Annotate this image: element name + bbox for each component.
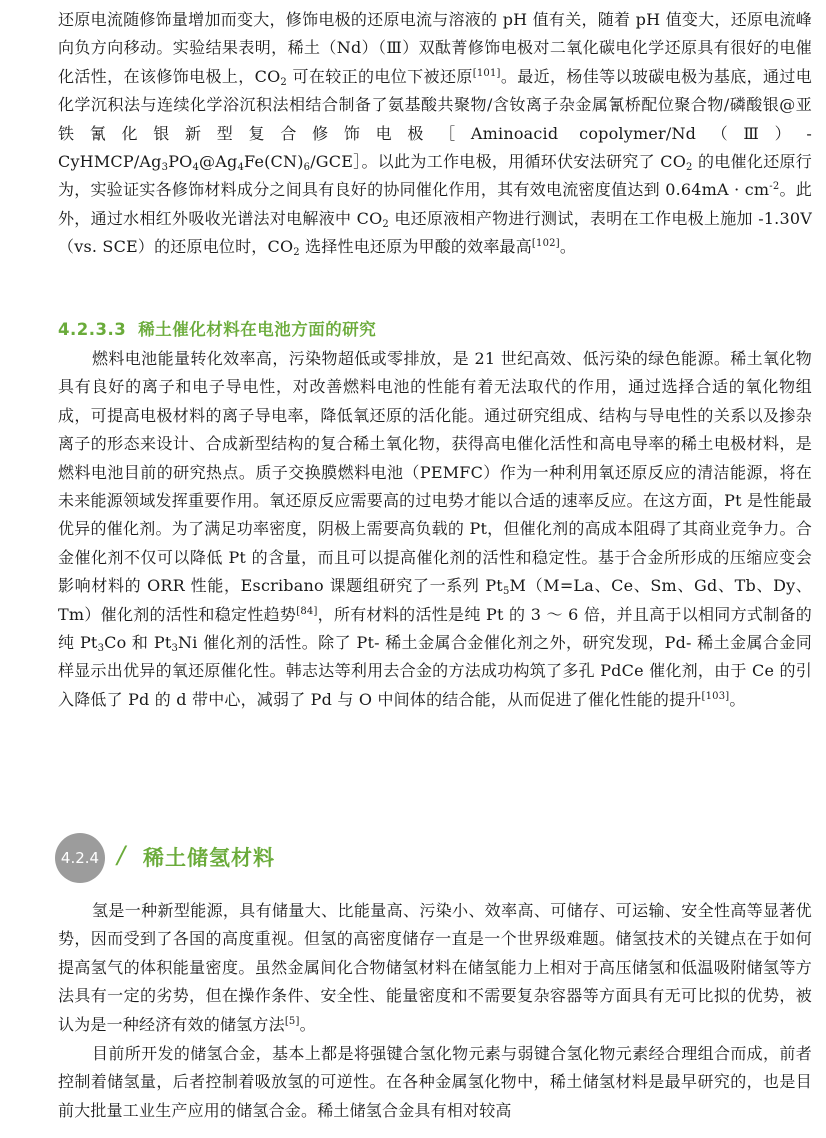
citation-ref: [5] — [284, 1015, 300, 1027]
paragraph-hydrogen-storage-alloys: 目前所开发的储氢合金，基本上都是将强键合氢化物元素与弱键合氢化物元素经合理组合而成，前者控制着储氢量，后者控制着吸放氢的可逆性。在各种金属氢化物中，稀土储氢材料是最早研究的，也是目前大批量工业生产应用的储氢合金。稀土储氢合金具有相对较高 — [58, 1044, 812, 1120]
paragraph-fuel-cell: 燃料电池能量转化效率高，污染物超低或零排放，是 21 世纪高效、低污染的绿色能源。稀土氧化物具有良好的离子和电子导电性，对改善燃料电池的性能有着无法取代的作用，通过选择合适的氧化物组成，可提高电极材料的离子导电率，降低氧还原的活化能。通过研究组成、结构与导电性的关系以及掺杂离子的形态来设计、合成新型结构的复合稀土氧化物，获得高电催化活性和高电导率的稀土电极材料，是燃料电池目前的研究热点。质子交换膜燃料电池（PEMFC）作为一种利用氧还原反应的清洁能源，将在未来能源领域发挥重要作用。氧还原反应需要高的过电势才能以合适的速率反应。在这方面，Pt 是性能最优异的催化剂。为了满足功率密度，阴极上需要高负载的 Pt，但催化剂的高成本阻碍了其商业竞争力。合金催化剂不仅可以降低 Pt 的含量，而且可以提高催化剂的活性和稳定性。基于合金所形成的压缩应变会影响材料的 ORR 性能，Escribano 课题组研究了一系列 $Pt_5M(M=La$、Ce、Sm、Gd、Tb、Dy、Tm）催化剂的活性和稳定性趋势[84]，所有材料的活性是纯 Pt 的 3 ～ 6 倍，并且高于以相同方式制备的纯 $Pt_3Co$ 和 $Pt_3Ni$ 催化剂的活性。除了 Pt- 稀土金属合金催化剂之外，研究发现，Pd- 稀土金属合金同样显示出优异的氧还原催化性。韩志达等利用去合金的方法成功构筑了多孔 PdCe 催化剂，由于 Ce 的引入降低了 Pd 的 d 带中心，减弱了 Pd 与 O 中间体的结合能，从而促进了催化性能的提升[103]。 — [58, 349, 812, 709]
citation-ref: [102] — [531, 238, 560, 250]
section-slash: / — [117, 841, 126, 869]
citation-ref: [84] — [296, 605, 318, 617]
subsection-heading — [58, 316, 376, 340]
citation-ref: [103] — [701, 690, 730, 702]
subsection-number: 4.2.3.3 — [58, 320, 127, 339]
paragraph-co2-electroreduction: 还原电流随修饰量增加而变大，修饰电极的还原电流与溶液的 pH 值有关，随着 pH 值变大，还原电流峰向负方向移动。实验结果表明，稀土（Nd）（Ⅲ）双酞菁修饰电极对二氧化碳电化学还原具有很好的电催化活性，在该修饰电极上，$CO_2$ 可在较正的电位下被还原[101]。最近，杨佳等以玻碳电极为基底，通过电化学沉积法与连续化学浴沉积法相结合制备了氨基酸共聚物/含钕离子杂金属氰桥配位聚合物/磷酸银@亚铁氰化银新型复合修饰电极［Aminoacid copolymer/$Nd(Ⅲ)-CyHMCP/Ag_3PO_4@Ag_4Fe(CN)_6/GCE]$。以此为工作电极，用循环伏安法研究了 $CO_2$ 的电催化还原行为，实验证实各修饰材料成分之间具有良好的协同催化作用，其有效电流密度值达到 $0.64mA \cdot cm^{-2}$。此外，通过水相红外吸收光谱法对电解液中 $CO_2$ 电还原液相产物进行测试，表明在工作电极上施加 -1.30V（vs. SCE）的还原电位时，$CO_2$ 选择性电还原为甲酸的效率最高[102]。 — [58, 10, 812, 259]
section-number-badge: 4.2.4 — [55, 833, 105, 883]
subsection-title: 稀土催化材料在电池方面的研究 — [138, 320, 377, 339]
paragraph-hydrogen-storage-intro: 氢是一种新型能源，具有储量大、比能量高、污染小、效率高、可储存、可运输、安全性高等显著优势，因而受到了各国的高度重视。但氢的高密度储存一直是一个世界级难题。储氢技术的关键点在于如何提高氢气的体积能量密度。虽然金属间化合物储氢材料在储氢能力上相对于高压储氢和低温吸附储氢等方法具有一定的劣势，但在操作条件、安全性、能量密度和不需要复杂容器等方面具有无可比拟的优势，被认为是一种经济有效的储氢方法[5]。 — [58, 901, 812, 1034]
citation-ref: [101] — [472, 67, 501, 79]
section-title: 稀土储氢材料 — [143, 846, 275, 870]
